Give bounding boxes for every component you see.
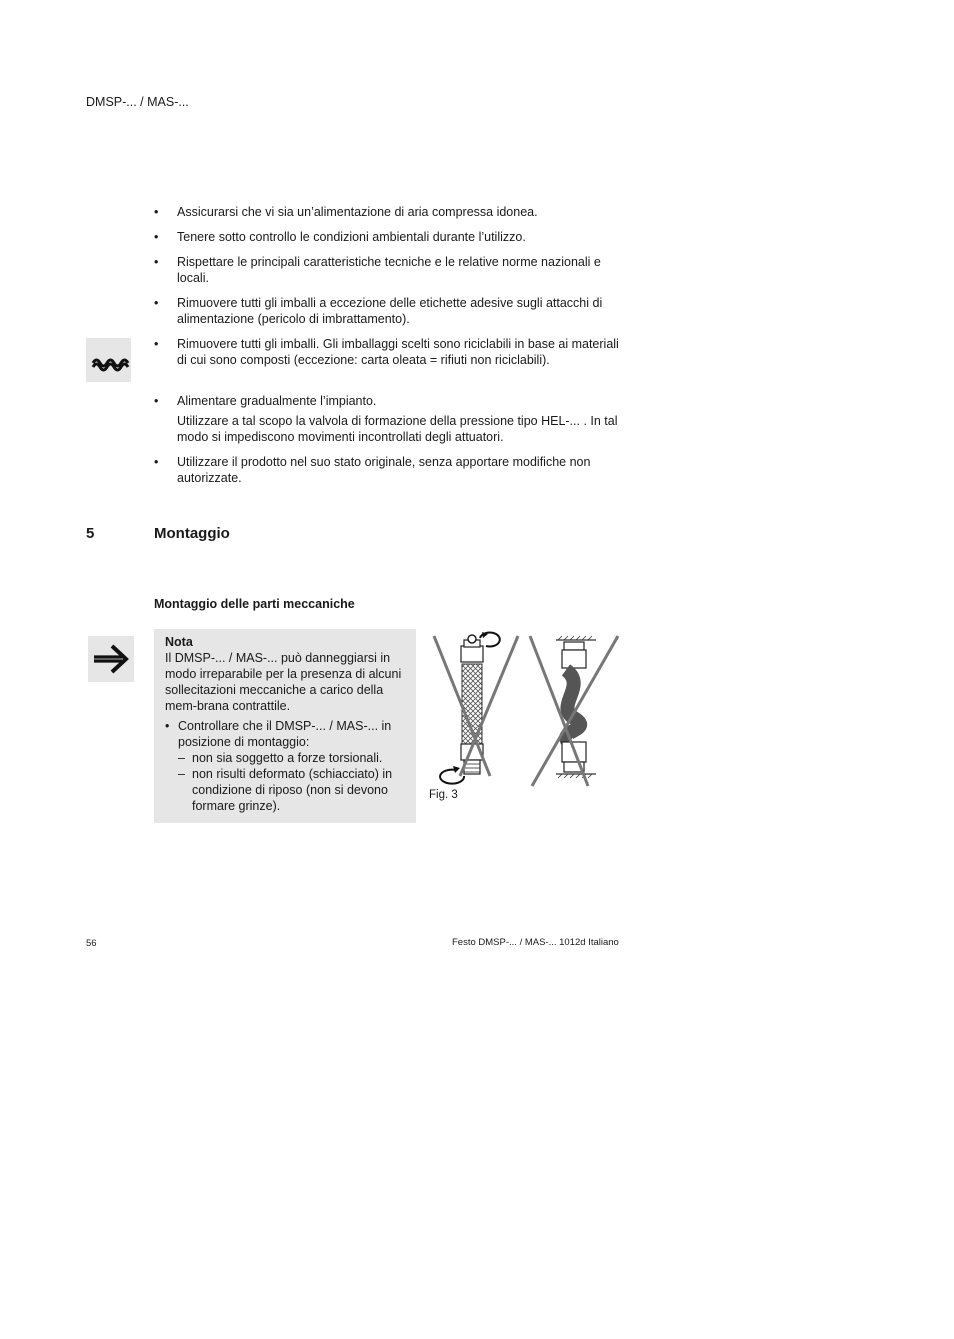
running-header: DMSP-... / MAS-...	[86, 95, 189, 109]
list-item: • Rimuovere tutti gli imballi a eccezione delle etichette adesive sugli attacchi di alimentazione (pericolo di imbrattamento).	[154, 295, 624, 327]
document-footer: Festo DMSP-... / MAS-... 1012d Italiano	[452, 937, 619, 948]
instruction-list	[154, 204, 624, 495]
list-item: • Tenere sotto controllo le condizioni ambientali durante l’utilizzo.	[154, 229, 624, 245]
list-item: • Rispettare le principali caratteristiche tecniche e le relative norme nazionali e locali.	[154, 254, 624, 286]
list-item: • Utilizzare il prodotto nel suo stato originale, senza apportare modifiche non autorizzate.	[154, 454, 624, 486]
mounting-figure	[428, 626, 624, 792]
note-body: Il DMSP-... / MAS-... può danneggiarsi in modo irreparabile per la presenza di alcuni sollecitazioni meccaniche a carico della mem-brana contrattile.	[165, 651, 402, 713]
list-item: – non risulti deformato (schiacciato) in condizione di riposo (non si devono formare grinze).	[178, 766, 406, 814]
subsection-title: Montaggio delle parti meccaniche	[154, 597, 355, 611]
page-number: 56	[86, 938, 97, 949]
section-number: 5	[86, 525, 95, 542]
note-title: Nota	[165, 635, 193, 649]
list-item: • Assicurarsi che vi sia un’alimentazione di aria compressa idonea.	[154, 204, 624, 220]
list-item: • Alimentare gradualmente l’impianto. Utilizzare a tal scopo la valvola di formazione della pressione tipo HEL-... . In tal modo si impediscono movimenti incontrollati degli attuatori.	[154, 393, 624, 445]
note-list	[165, 718, 406, 814]
compressed-tube-drawing	[530, 636, 618, 786]
arrow-right-icon	[88, 636, 134, 682]
twisted-tube-drawing	[434, 632, 518, 784]
list-item-detail: Utilizzare a tal scopo la valvola di formazione della pressione tipo HEL-... . In tal modo si impediscono movimenti incontrollati degli attuatori.	[177, 414, 618, 444]
list-item: • Controllare che il DMSP-... / MAS-... in posizione di montaggio: – non sia soggetto a forze torsionali. – non risulti deformato (schiacciato) in condizione di riposo (non si devono formare grinze).	[165, 718, 406, 814]
note-box	[154, 629, 416, 823]
wavy-lines-icon	[86, 338, 131, 382]
figure-caption: Fig. 3	[429, 789, 458, 801]
dash-list	[178, 750, 406, 814]
list-item: – non sia soggetto a forze torsionali.	[178, 750, 406, 766]
list-item: • Rimuovere tutti gli imballi. Gli imballaggi scelti sono riciclabili in base ai materiali di cui sono composti (eccezione: carta oleata = rifiuti non riciclabili).	[154, 336, 624, 368]
section-title: Montaggio	[154, 525, 230, 542]
